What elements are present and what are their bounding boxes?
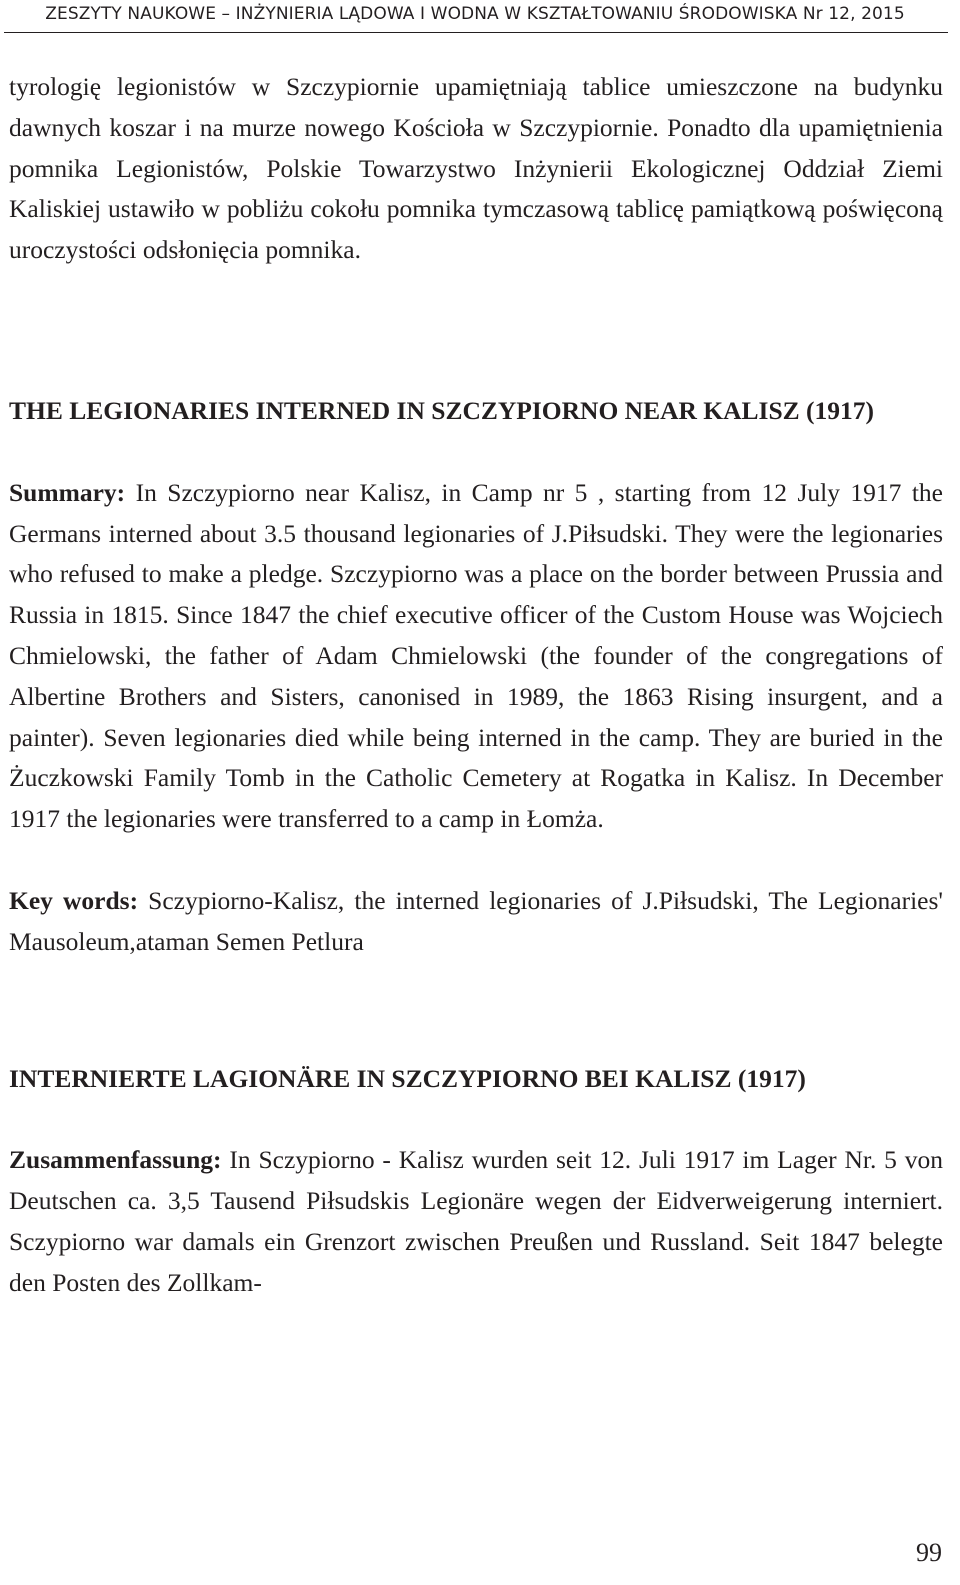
english-summary-text: In Szczypiorno near Kalisz, in Camp nr 5 , starting from 12 July 1917 the Germans interned about 3.5 thousand legionaries of J.Piłsudski. They were the legionaries who refused to make a pledge. Szczypiorno was a place on the border between Prussia and Russia in 1815. Since 1847 the chief executive officer of the Custom House was Wojciech Chmielowski, the father of Adam Chmielowski (the founder of the congregations of Albertine Brothers and Sisters, canonised in 1989, the 1863 Rising insurgent, and a painter). Seven legionaries died while being interned in the camp. They are buried in the Żuczkowski Family Tomb in the Catholic Cemetery at Rogatka in Kalisz. In December 1917 the legionaries were transferred to a camp in Łomża. (9, 477, 943, 834)
english-section-title: THE LEGIONARIES INTERNED IN SZCZYPIORNO NEAR KALISZ (1917) (9, 395, 875, 425)
english-keywords (9, 881, 943, 963)
header-rule (4, 32, 948, 33)
page-number: 99 (916, 1538, 942, 1567)
english-summary (9, 473, 943, 840)
english-keywords-label: Key words: (9, 885, 139, 915)
page-body (9, 67, 943, 1304)
running-header: ZESZYTY NAUKOWE – INŻYNIERIA LĄDOWA I WODNA W KSZTAŁTOWANIU ŚRODOWISKA Nr 12, 2015 (45, 4, 905, 24)
english-summary-label: Summary: (9, 477, 126, 507)
german-summary-label: Zusammenfassung: (9, 1145, 222, 1175)
english-keywords-text: Sczypiorno-Kalisz, the interned legionaries of J.Piłsudski, The Legionaries' Mausoleum,ataman Semen Petlura (9, 885, 943, 956)
intro-paragraph: tyrologię legionistów w Szczypiornie upamiętniają tablice umieszczone na budynku dawnych koszar i na murze nowego Kościoła w Szczypiornie. Ponadto dla upamiętnienia pomnika Legionistów, Polskie Towarzystwo Inżynierii Ekologicznej Oddział Ziemi Kaliskiej ustawiło w pobliżu cokołu pomnika tymczasową tablicę pamiątkową poświęconą uroczystości odsłonięcia pomnika. (9, 72, 943, 265)
german-summary (9, 1140, 943, 1303)
german-summary-text: In Sczypiorno - Kalisz wurden seit 12. Juli 1917 im Lager Nr. 5 von Deutschen ca. 3,5 Tausend Piłsudskis Legionäre wegen der Eidverweigerung interniert. Sczypiorno war damals ein Grenzort zwischen Preußen und Russland. Seit 1847 belegte den Posten des Zollkam- (9, 1145, 943, 1297)
german-section-title: INTERNIERTE LAGIONÄRE IN SZCZYPIORNO BEI KALISZ (1917) (9, 1063, 806, 1093)
